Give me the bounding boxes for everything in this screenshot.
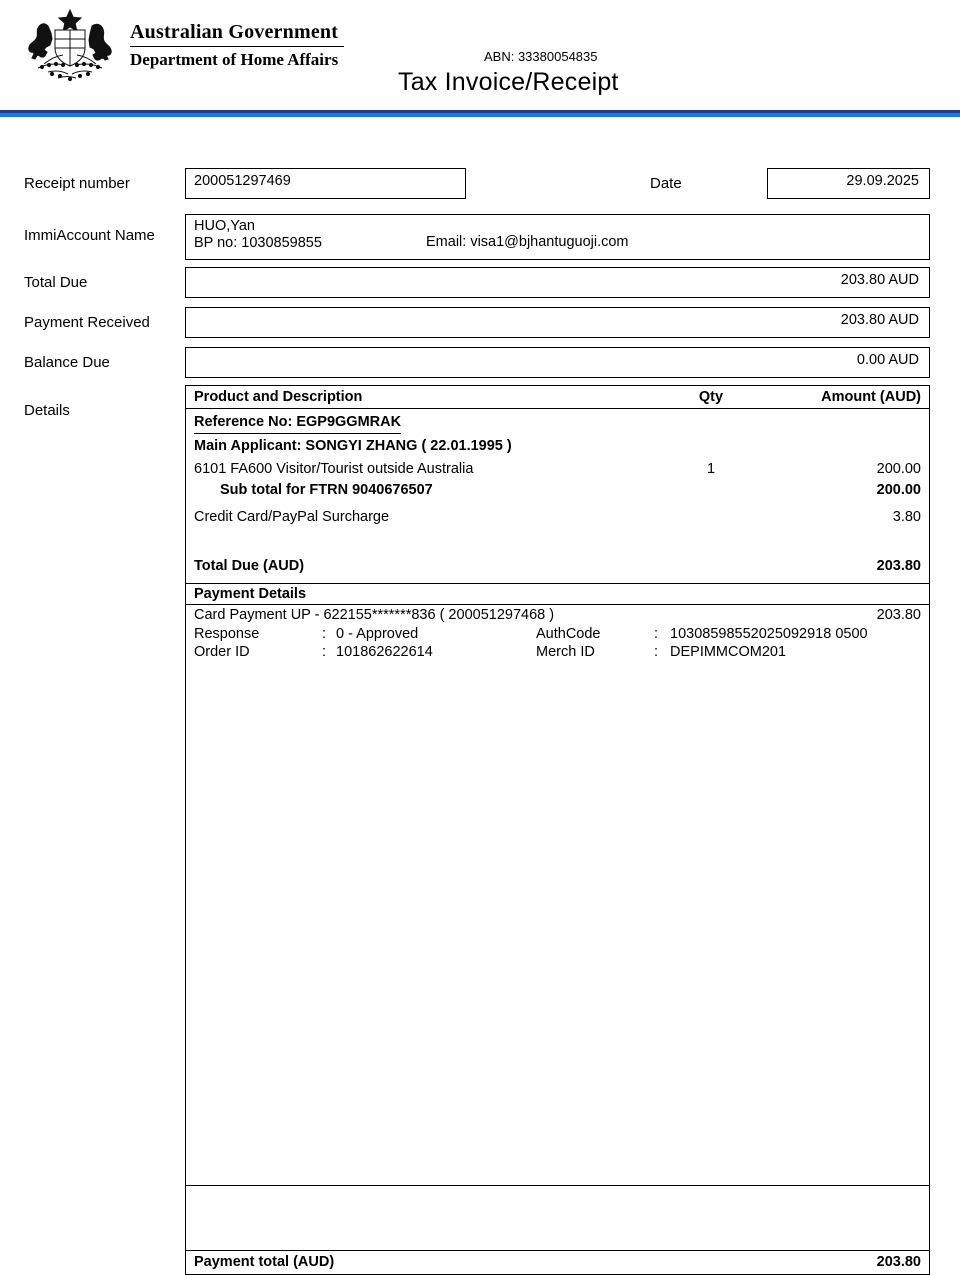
reference-no-row	[186, 409, 929, 434]
total-due-row	[186, 556, 929, 577]
payment-total-label: Payment total (AUD)	[194, 1254, 335, 1270]
response-authcode-row	[186, 624, 929, 643]
main-applicant-row	[186, 434, 929, 457]
total-due-label: Total Due	[24, 274, 88, 291]
gov-line-australian-government: Australian Government	[130, 21, 339, 43]
email-text: Email: visa1@bjhantuguoji.com	[426, 234, 629, 250]
wordmark-divider	[130, 46, 344, 47]
receipt-number-label: Receipt number	[24, 175, 130, 192]
subtotal-row	[186, 480, 929, 501]
bp-no-line	[186, 234, 929, 251]
gov-line-department: Department of Home Affairs	[130, 50, 339, 69]
merchid-value: DEPIMMCOM201	[670, 643, 787, 660]
band-light-blue	[0, 113, 960, 117]
subtotal-label: Sub total for FTRN 9040676507	[220, 482, 433, 499]
line-item-description: 6101 FA600 Visitor/Tourist outside Australia	[194, 461, 474, 478]
details-total-due-amount: 203.80	[876, 558, 921, 575]
orderid-key: Order ID	[194, 643, 250, 660]
reference-no-text: Reference No: EGP9GGMRAK	[194, 412, 401, 434]
spacer	[186, 528, 929, 542]
table-row	[186, 457, 929, 480]
page-title: Tax Invoice/Receipt	[398, 68, 619, 96]
payment-details-header: Payment Details	[186, 583, 929, 605]
surcharge-amount: 3.80	[892, 509, 921, 526]
response-separator: :	[322, 626, 327, 643]
orderid-value: 101862622614	[336, 643, 433, 660]
payment-total-amount: 203.80	[876, 1254, 921, 1270]
surcharge-label: Credit Card/PayPal Surcharge	[194, 509, 390, 526]
merchid-separator: :	[654, 643, 659, 660]
header-color-band	[0, 110, 960, 117]
document-header	[0, 0, 960, 108]
balance-due-label: Balance Due	[24, 354, 110, 371]
details-table	[185, 385, 930, 1275]
date-value: 29.09.2025	[767, 168, 930, 199]
payment-total-row	[186, 1250, 929, 1274]
spacer	[186, 542, 929, 556]
line-item-amount: 200.00	[876, 461, 921, 478]
payment-line-amount: 203.80	[876, 607, 921, 624]
bp-no-text: BP no: 1030859855	[194, 235, 322, 251]
next-section-box	[185, 1185, 930, 1225]
response-key: Response	[194, 626, 260, 643]
authcode-separator: :	[654, 626, 659, 643]
details-table-header	[186, 386, 929, 409]
column-header-qty: Qty	[698, 389, 724, 405]
account-holder-name: HUO,Yan	[194, 218, 255, 234]
column-header-amount: Amount (AUD)	[821, 389, 921, 405]
immiaccount-name-label: ImmiAccount Name	[24, 227, 155, 244]
details-total-due-label: Total Due (AUD)	[194, 558, 305, 575]
payment-received-label: Payment Received	[24, 314, 150, 331]
authcode-value: 10308598552025092918 0500	[670, 626, 868, 643]
main-applicant-text: Main Applicant: SONGYI ZHANG ( 22.01.1995 )	[194, 438, 512, 455]
payment-received-value: 203.80 AUD	[185, 307, 930, 338]
immiaccount-name-block	[185, 214, 930, 260]
orderid-merchid-row	[186, 644, 929, 661]
surcharge-row	[186, 507, 929, 528]
payment-line-row	[186, 605, 929, 624]
total-due-value: 203.80 AUD	[185, 267, 930, 298]
date-label: Date	[650, 175, 682, 192]
column-header-description: Product and Description	[194, 389, 363, 405]
abn-text: ABN: 33380054835	[484, 49, 598, 64]
response-value: 0 - Approved	[336, 626, 419, 643]
australian-coat-of-arms-icon	[18, 6, 122, 88]
payment-line-text: Card Payment UP - 622155*******836 ( 200051297468 )	[194, 607, 555, 624]
line-item-qty: 1	[706, 461, 716, 478]
merchid-key: Merch ID	[536, 643, 595, 660]
orderid-separator: :	[322, 643, 327, 660]
authcode-key: AuthCode	[536, 626, 601, 643]
details-label: Details	[24, 402, 70, 419]
government-wordmark	[130, 20, 344, 70]
subtotal-amount: 200.00	[876, 482, 921, 499]
receipt-number-value: 200051297469	[185, 168, 466, 199]
balance-due-value: 0.00 AUD	[185, 347, 930, 378]
